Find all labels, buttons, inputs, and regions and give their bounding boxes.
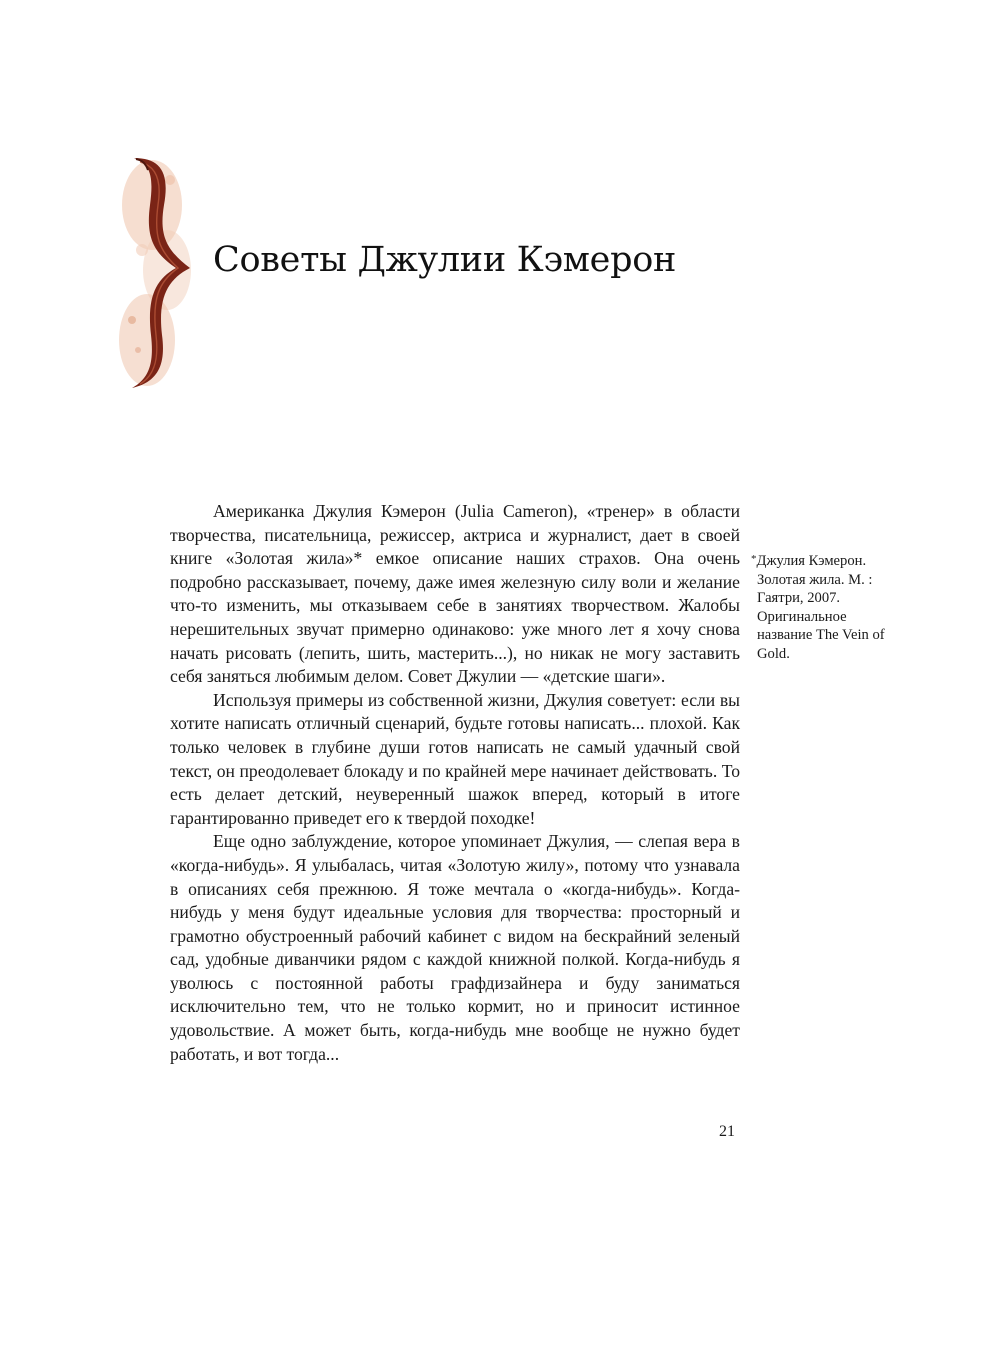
paragraph-1 [170,500,740,689]
paragraph-1-end: емкое описание наших страхов. Она очень подробно рассказывает, почему, даже имея железную силу воли и желание что-то изменить, мы отказываем себе в занятиях творчеством. Жалобы нерешительных звучат примерно одинаково: уже много лет я хочу снова начать рисовать (лепить, шить, мастерить...), но никак не могу заставить себя заняться любимым делом. Совет Джулии — «детские шаги». [170,548,740,687]
footnote-reference: * [353,548,363,569]
paragraph-1-start: Американка Джулия Кэмерон (Julia Cameron), «тренер» в области творчества, писательница, режиссер, актриса и журналист, дает в своей книге «Золотая жила» [170,501,740,569]
page-number: 21 [719,1123,735,1140]
paragraph-3: Еще одно заблуждение, которое упоминает Джулия, — слепая вера в «когда-нибудь». Я улыбалась, читая «Золотую жилу», потому что узнавала в описаниях себя прежнюю. Я тоже мечтала о «когда-нибудь». Когда-нибудь у меня будут идеальные условия для творчества: просторный и грамотно обустроенный рабочий кабинет с видом на бескрайний зеленый сад, удобные диванчики рядом с каждой книжной полкой. Когда-нибудь я уволюсь с постоянной работы графдизайнера и буду заниматься исключительно тем, что не только кормит, но и приносит истинное удовольствие. А может быть, когда-нибудь мне вообще не нужно будет работать, и вот тогда... [170,831,740,1064]
paragraph-2: Используя примеры из собственной жизни, Джулия советует: если вы хотите написать отличный сценарий, будьте готовы написать... плохой. Как только человек в глубине души готов написать не самый удачный свой текст, он преодолевает блокаду и по крайней мере начинает действовать. То есть делает детский, неуверенный шажок вперед, который в итоге гарантированно приведет его к твердой походке! [170,689,740,828]
chapter-title: Советы Джулии Кэмерон [213,240,677,280]
sidenote-text: Джулия Кэмерон. Золотая жила. М. : Гаятри, 2007. Оригинальное название The Vein of Gold. [756,553,885,662]
body-text [170,500,740,1066]
decorative-brace-ornament [112,150,212,395]
sidenote: *Джулия Кэмерон. Золотая жила. М. : Гаятри, 2007. Оригинальное название The Vein of Gold. [751,553,885,662]
